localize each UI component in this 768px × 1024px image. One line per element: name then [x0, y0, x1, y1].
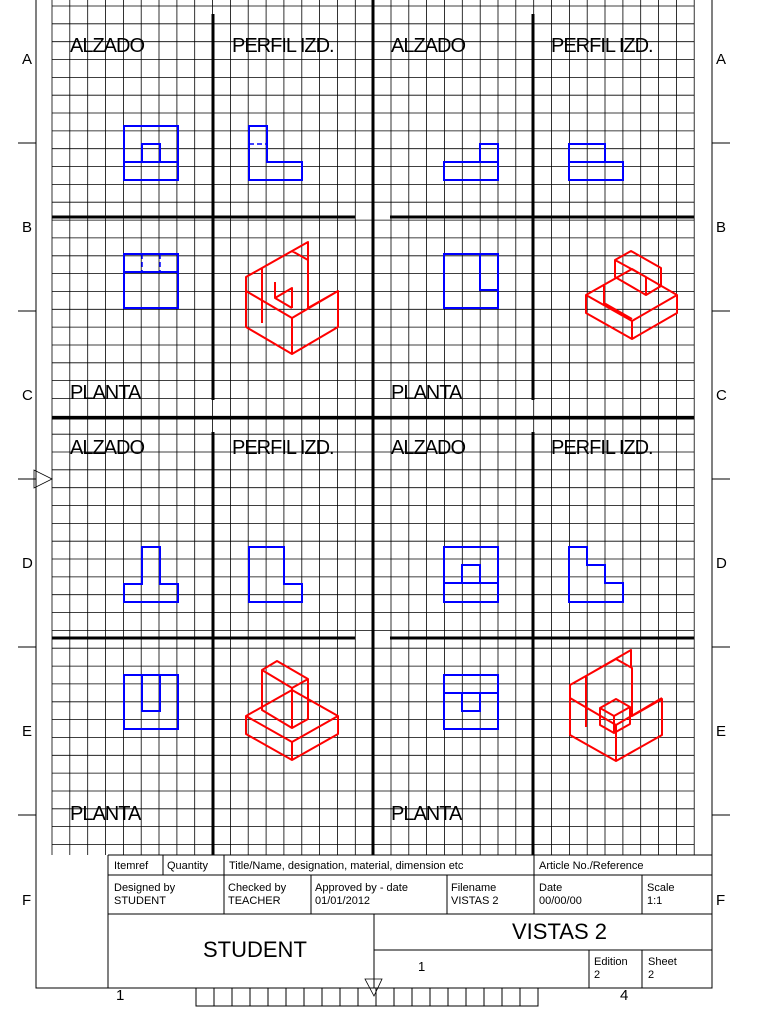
row-letter-f-left: F [22, 892, 32, 909]
q3-isometric [246, 661, 338, 760]
tb-quantity: Quantity [167, 860, 208, 872]
row-letter-d-left: D [22, 555, 33, 572]
q3-front-view [124, 547, 178, 602]
row-letter-c-left: C [22, 387, 33, 404]
title-block-lines [108, 855, 712, 988]
q4-isometric [570, 650, 662, 761]
tb-sheet-label: Sheet [648, 956, 677, 968]
tb-date: 00/00/00 [539, 895, 582, 907]
tb-designed-by: STUDENT [114, 895, 166, 907]
row-letter-e-right: E [716, 723, 727, 740]
tb-drawing-title: VISTAS 2 [512, 919, 607, 944]
label-planta-2: PLANTA [391, 382, 462, 404]
tb-title-header: Title/Name, designation, material, dimension etc [229, 860, 464, 872]
row-letter-b-right: B [716, 219, 727, 236]
quadrant-dividers [52, 0, 694, 855]
q2-front-view [444, 144, 498, 180]
tb-scale: 1:1 [647, 895, 663, 907]
tb-itemref: Itemref [114, 860, 149, 872]
q2-side-view [569, 144, 623, 180]
q3-side-view [249, 547, 302, 602]
q2-isometric [586, 251, 677, 339]
tb-approved: 01/01/2012 [315, 895, 371, 907]
label-perfil-1: PERFIL IZD. [232, 35, 334, 57]
tb-checked-by: TEACHER [228, 895, 281, 907]
tb-edition-label: Edition [594, 956, 628, 968]
tb-approved-label: Approved by - date [315, 882, 408, 894]
row-letter-d-right: D [716, 555, 727, 572]
tb-sheet: 2 [648, 969, 655, 981]
q1-front-view [124, 126, 178, 180]
label-alzado-3: ALZADO [70, 437, 145, 459]
tb-owner: STUDENT [203, 937, 307, 962]
q2-top-view [444, 254, 498, 308]
label-perfil-4: PERFIL IZD. [551, 437, 653, 459]
tb-sheet-number-center: 1 [418, 959, 426, 974]
q1-isometric [246, 242, 338, 354]
label-planta-4: PLANTA [391, 803, 462, 825]
q4-side-view [569, 547, 623, 602]
row-letter-a-right: A [716, 51, 727, 68]
q1-top-view [124, 254, 178, 308]
tb-date-label: Date [539, 882, 563, 894]
tb-edition: 2 [594, 969, 601, 981]
label-perfil-2: PERFIL IZD. [551, 35, 653, 57]
row-letter-f-right: F [716, 892, 726, 909]
q1-top-hidden [142, 254, 160, 272]
label-alzado-2: ALZADO [391, 35, 466, 57]
bottom-ruler [196, 988, 538, 1006]
column-number-1: 1 [116, 987, 125, 1004]
label-perfil-3: PERFIL IZD. [232, 437, 334, 459]
label-planta-1: PLANTA [70, 382, 141, 404]
row-letter-c-right: C [716, 387, 727, 404]
tb-designed-by-label: Designed by [114, 882, 176, 894]
label-alzado-1: ALZADO [70, 35, 145, 57]
tb-filename: VISTAS 2 [451, 895, 499, 907]
tb-filename-label: Filename [451, 882, 497, 894]
centering-arrow-left-icon [34, 470, 52, 488]
q4-front-view [444, 547, 498, 602]
tb-checked-by-label: Checked by [228, 882, 287, 894]
tb-scale-label: Scale [647, 882, 675, 894]
isometric-views [246, 242, 677, 761]
column-number-4: 4 [620, 987, 629, 1004]
row-letter-a-left: A [22, 51, 33, 68]
tb-article: Article No./Reference [539, 860, 644, 872]
row-letter-b-left: B [22, 219, 33, 236]
row-letter-e-left: E [22, 723, 33, 740]
q1-side-hidden [249, 126, 267, 162]
q1-side-view [249, 126, 302, 180]
label-planta-3: PLANTA [70, 803, 141, 825]
label-alzado-4: ALZADO [391, 437, 466, 459]
